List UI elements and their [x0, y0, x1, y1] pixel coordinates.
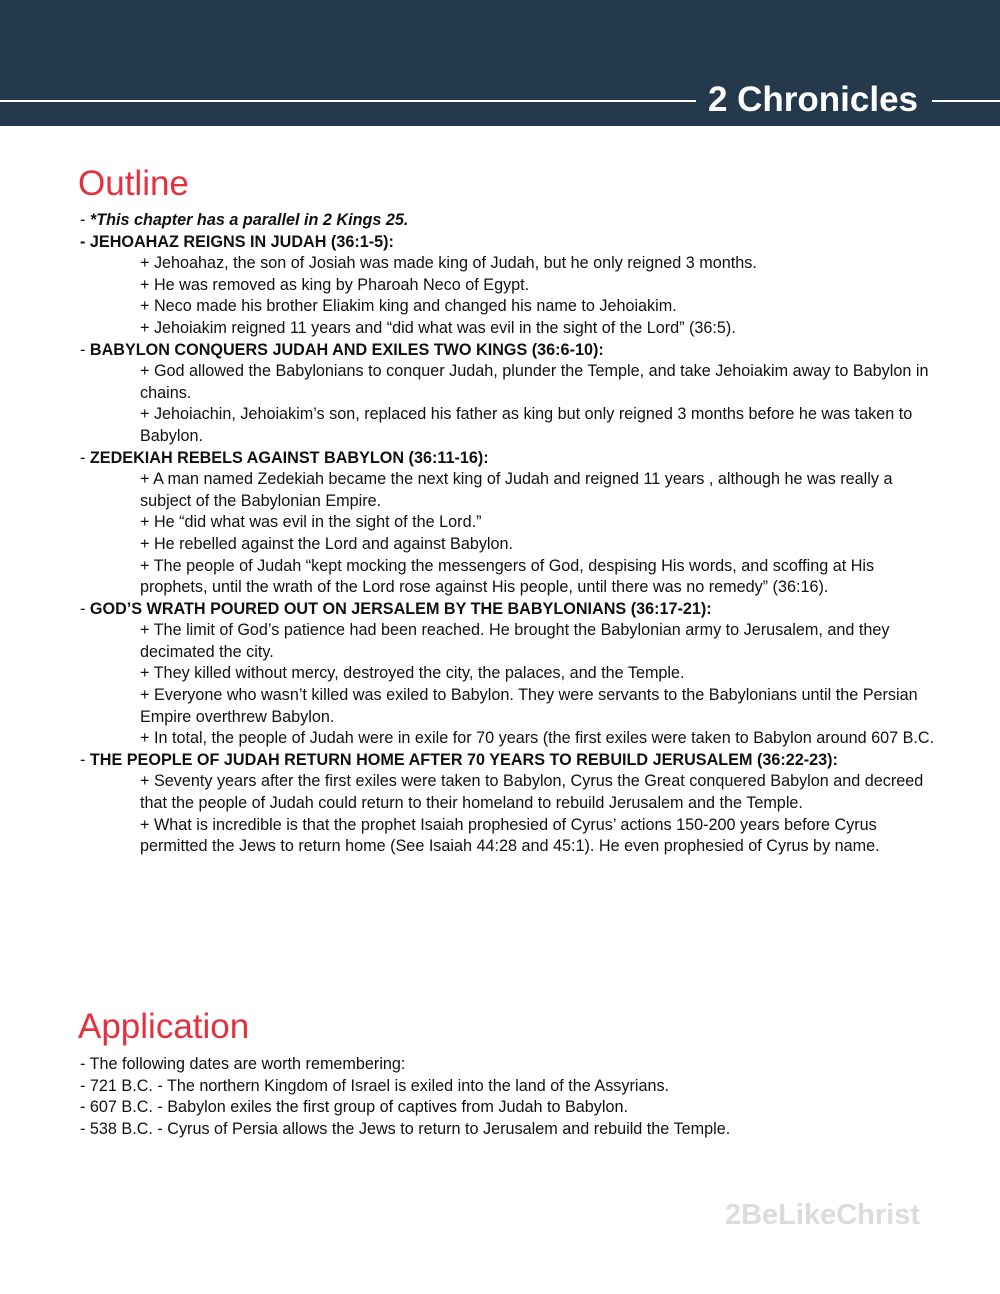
outline-item: + Jehoahaz, the son of Josiah was made king of Judah, but he only reigned 3 months.: [140, 254, 757, 273]
outline-item: + Everyone who wasn’t killed was exiled to Babylon. They were servants to the Babylonians until the Persian Empire overthrew Babylon.: [140, 686, 918, 726]
outline-item: + In total, the people of Judah were in exile for 70 years (the first exiles were taken to Babylon around 607 B.C.: [140, 729, 935, 748]
outline-item: + God allowed the Babylonians to conquer Judah, plunder the Temple, and take Jehoiakim away to Babylon in chains.: [140, 362, 929, 402]
application-body: [80, 1054, 940, 1140]
outline-item: + The limit of God’s patience had been reached. He brought the Babylonian army to Jerusalem, and they decimated the city.: [140, 621, 890, 661]
outline-item: + They killed without mercy, destroyed the city, the palaces, and the Temple.: [140, 664, 685, 683]
outline-item: + Jehoiakim reigned 11 years and “did what was evil in the sight of the Lord” (36:5).: [140, 318, 736, 337]
section-heading: THE PEOPLE OF JUDAH RETURN HOME AFTER 70 YEARS TO REBUILD JERUSALEM (36:22-23):: [89, 750, 838, 769]
section-heading: ZEDEKIAH REBELS AGAINST BABYLON (36:11-16):: [89, 448, 489, 467]
outline-heading: Outline: [78, 164, 189, 203]
outline-section: - THE PEOPLE OF JUDAH RETURN HOME AFTER 70 YEARS TO REBUILD JERUSALEM (36:22-23):: [80, 750, 838, 769]
header-banner: [0, 0, 1000, 126]
outline-item: + He was removed as king by Pharoah Neco of Egypt.: [140, 275, 530, 294]
outline-item: + Seventy years after the first exiles were taken to Babylon, Cyrus the Great conquered Babylon and decreed that the people of Judah could return to their homeland to rebuild Jerusalem and the Temple.: [140, 772, 924, 813]
outline-item: + He rebelled against the Lord and against Babylon.: [140, 534, 514, 553]
outline-section: - ZEDEKIAH REBELS AGAINST BABYLON (36:11-16):: [80, 448, 489, 467]
outline-item: + He “did what was evil in the sight of the Lord.”: [140, 513, 482, 532]
brand-watermark: 2BeLikeChrist: [724, 1199, 920, 1231]
section-heading: JEHOAHAZ REIGNS IN JUDAH (36:1-5):: [89, 232, 394, 251]
section-heading: GOD’S WRATH POURED OUT ON JERSALEM BY THE BABYLONIANS (36:17-21):: [89, 599, 712, 618]
outline-item: + A man named Zedekiah became the next king of Judah and reigned 11 years , although he was really a subject of the Babylonian Empire.: [140, 470, 893, 510]
outline-item: + What is incredible is that the prophet Isaiah prophesied of Cyrus’ actions 150-200 years before Cyrus permitted the Jews to return home (See Isaiah 44:28 and 45:1). He even prophesied of Cyrus by name.: [140, 815, 880, 856]
page-title: 2 Chronicles: [707, 80, 919, 119]
outline-item: + Jehoiachin, Jehoiakim’s son, replaced his father as king but only reigned 3 months before he was taken to Babylon.: [140, 405, 913, 445]
outline-body: [80, 210, 940, 858]
header-rule-left: [0, 100, 696, 102]
application-line: - 721 B.C. - The northern Kingdom of Israel is exiled into the land of the Assyrians.: [80, 1076, 670, 1095]
application-line: - 607 B.C. - Babylon exiles the first group of captives from Judah to Babylon.: [80, 1098, 628, 1117]
outline-note-line: - *This chapter has a parallel in 2 Kings 25.: [80, 211, 409, 229]
outline-section: - GOD’S WRATH POURED OUT ON JERSALEM BY THE BABYLONIANS (36:17-21):: [80, 599, 712, 618]
header-rule-right: [932, 100, 1000, 102]
outline-section: - BABYLON CONQUERS JUDAH AND EXILES TWO KINGS (36:6-10):: [80, 340, 604, 359]
application-heading: Application: [78, 1007, 250, 1046]
outline-note: *This chapter has a parallel in 2 Kings 25.: [89, 211, 409, 229]
outline-section: - JEHOAHAZ REIGNS IN JUDAH (36:1-5):: [80, 232, 394, 251]
outline-item: + Neco made his brother Eliakim king and changed his name to Jehoiakim.: [140, 297, 677, 316]
application-line: - The following dates are worth remembering:: [80, 1055, 406, 1073]
application-line: - 538 B.C. - Cyrus of Persia allows the Jews to return to Jerusalem and rebuild the Temple.: [80, 1119, 731, 1138]
section-heading: BABYLON CONQUERS JUDAH AND EXILES TWO KINGS (36:6-10):: [89, 340, 604, 359]
outline-item: + The people of Judah “kept mocking the messengers of God, despising His words, and scoffing at His prophets, until the wrath of the Lord rose against His people, until there was no remedy” (36:16).: [140, 556, 875, 597]
